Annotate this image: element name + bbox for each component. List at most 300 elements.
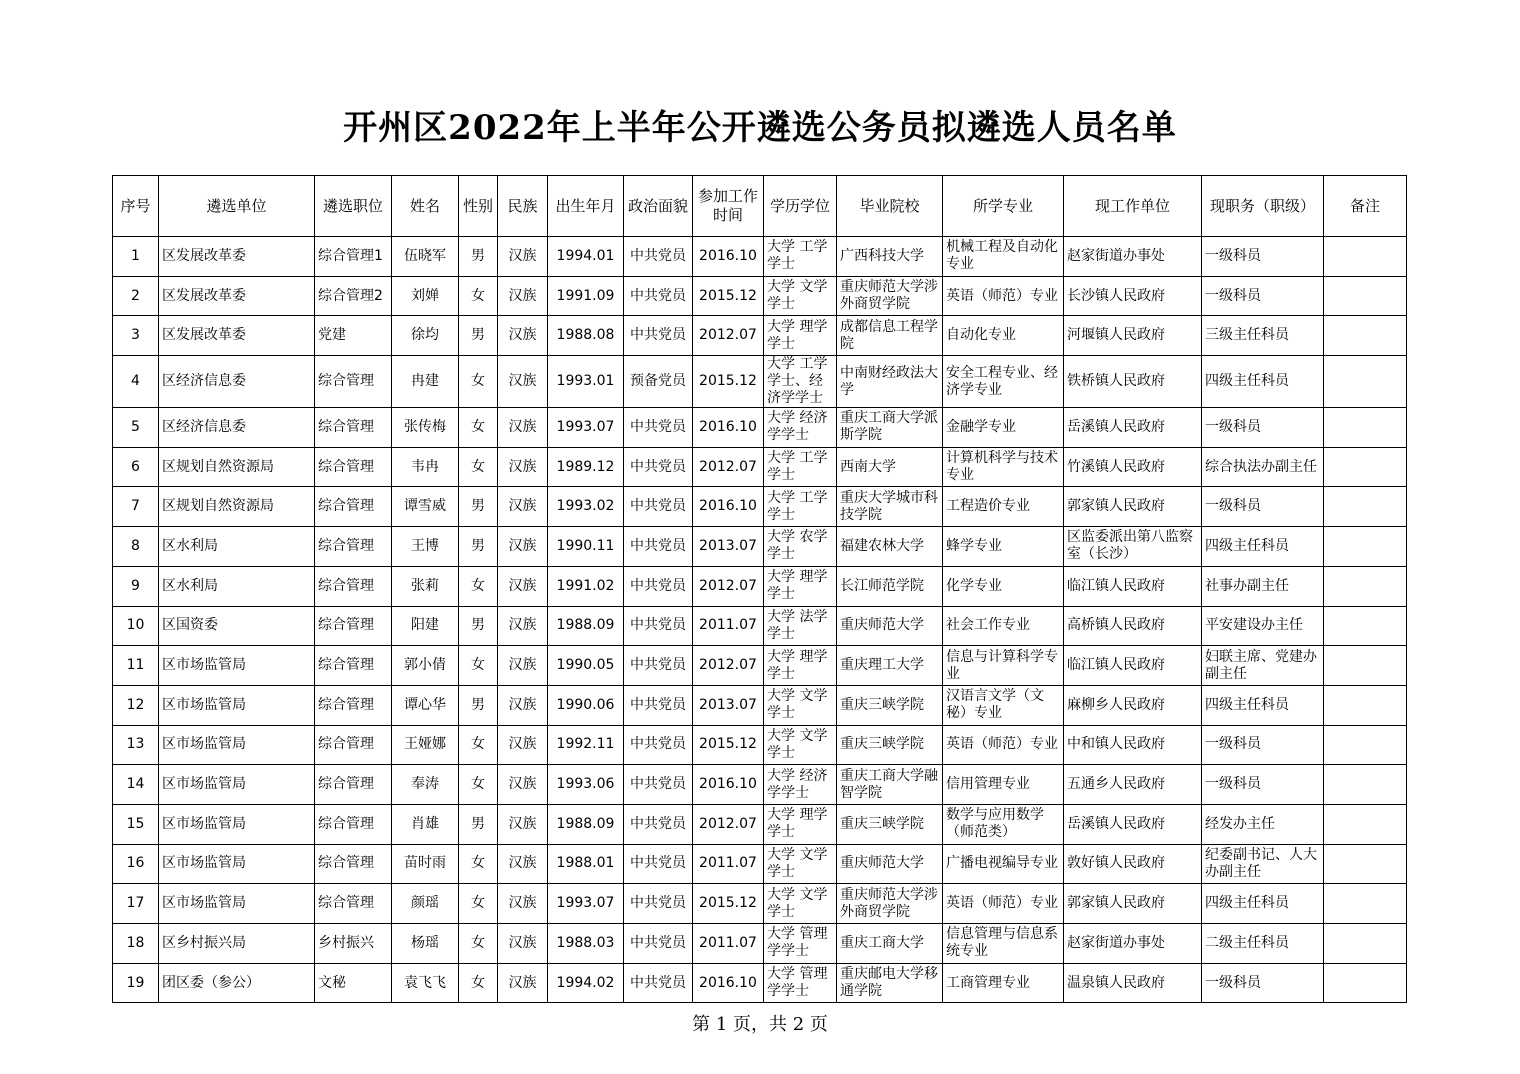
cell-degree: 大学 农学学士 <box>764 527 837 567</box>
cell-degree: 大学 文学学士 <box>764 884 837 924</box>
header-cell: 所学专业 <box>943 176 1064 237</box>
cell-ethnicity: 汉族 <box>498 963 548 1003</box>
cell-political: 中共党员 <box>624 765 693 805</box>
cell-major: 汉语言文学（文秘）专业 <box>943 685 1064 725</box>
cell-degree: 大学 工学学士 <box>764 447 837 487</box>
cell-unit: 区规划自然资源局 <box>159 447 315 487</box>
cell-birth: 1990.11 <box>548 527 624 567</box>
cell-current-unit: 中和镇人民政府 <box>1064 725 1202 765</box>
table-row <box>113 606 1407 646</box>
cell-degree: 大学 理学学士 <box>764 646 837 686</box>
cell-current-unit: 麻柳乡人民政府 <box>1064 685 1202 725</box>
cell-work-start: 2012.07 <box>693 804 764 844</box>
cell-gender: 男 <box>459 527 498 567</box>
cell-current-post: 四级主任科员 <box>1202 884 1324 924</box>
cell-school: 重庆师范大学涉外商贸学院 <box>837 884 943 924</box>
cell-remarks <box>1324 646 1407 686</box>
cell-current-post: 一级科员 <box>1202 765 1324 805</box>
cell-school: 长江师范学院 <box>837 566 943 606</box>
cell-remarks <box>1324 566 1407 606</box>
page-title: 开州区2022年上半年公开遴选公务员拟遴选人员名单 <box>343 108 1177 148</box>
cell-seq: 18 <box>113 924 159 964</box>
cell-birth: 1993.07 <box>548 408 624 448</box>
cell-current-post: 一级科员 <box>1202 963 1324 1003</box>
cell-position: 综合管理 <box>315 844 392 884</box>
cell-seq: 5 <box>113 408 159 448</box>
cell-ethnicity: 汉族 <box>498 566 548 606</box>
cell-gender: 男 <box>459 237 498 277</box>
cell-school: 重庆邮电大学移通学院 <box>837 963 943 1003</box>
cell-current-post: 四级主任科员 <box>1202 356 1324 408</box>
cell-seq: 6 <box>113 447 159 487</box>
cell-school: 福建农林大学 <box>837 527 943 567</box>
cell-birth: 1988.09 <box>548 606 624 646</box>
cell-seq: 15 <box>113 804 159 844</box>
cell-remarks <box>1324 606 1407 646</box>
table-row <box>113 765 1407 805</box>
cell-major: 机械工程及自动化专业 <box>943 237 1064 277</box>
cell-political: 中共党员 <box>624 447 693 487</box>
table-row <box>113 527 1407 567</box>
cell-unit: 区经济信息委 <box>159 408 315 448</box>
cell-unit: 区水利局 <box>159 566 315 606</box>
table-row <box>113 356 1407 408</box>
cell-name: 刘婵 <box>392 276 459 316</box>
cell-remarks <box>1324 685 1407 725</box>
cell-political: 中共党员 <box>624 606 693 646</box>
cell-position: 综合管理 <box>315 725 392 765</box>
cell-current-post: 一级科员 <box>1202 487 1324 527</box>
cell-unit: 区水利局 <box>159 527 315 567</box>
cell-gender: 女 <box>459 276 498 316</box>
cell-ethnicity: 汉族 <box>498 804 548 844</box>
cell-position: 综合管理 <box>315 884 392 924</box>
cell-birth: 1989.12 <box>548 447 624 487</box>
cell-ethnicity: 汉族 <box>498 237 548 277</box>
cell-political: 中共党员 <box>624 408 693 448</box>
cell-current-unit: 敦好镇人民政府 <box>1064 844 1202 884</box>
cell-ethnicity: 汉族 <box>498 725 548 765</box>
cell-unit: 区市场监管局 <box>159 884 315 924</box>
header-cell: 毕业院校 <box>837 176 943 237</box>
cell-school: 重庆大学城市科技学院 <box>837 487 943 527</box>
table-row <box>113 844 1407 884</box>
cell-remarks <box>1324 408 1407 448</box>
cell-major: 英语（师范）专业 <box>943 725 1064 765</box>
cell-remarks <box>1324 316 1407 356</box>
cell-current-unit: 河堰镇人民政府 <box>1064 316 1202 356</box>
cell-degree: 大学 管理学学士 <box>764 963 837 1003</box>
cell-seq: 4 <box>113 356 159 408</box>
cell-work-start: 2012.07 <box>693 447 764 487</box>
cell-unit: 区国资委 <box>159 606 315 646</box>
cell-seq: 19 <box>113 963 159 1003</box>
table-row <box>113 924 1407 964</box>
header-cell: 出生年月 <box>548 176 624 237</box>
cell-seq: 2 <box>113 276 159 316</box>
cell-seq: 3 <box>113 316 159 356</box>
cell-gender: 女 <box>459 725 498 765</box>
cell-major: 英语（师范）专业 <box>943 276 1064 316</box>
cell-birth: 1991.09 <box>548 276 624 316</box>
cell-seq: 9 <box>113 566 159 606</box>
cell-work-start: 2016.10 <box>693 963 764 1003</box>
cell-birth: 1993.02 <box>548 487 624 527</box>
header-cell: 现职务（职级） <box>1202 176 1324 237</box>
cell-ethnicity: 汉族 <box>498 844 548 884</box>
cell-current-post: 一级科员 <box>1202 408 1324 448</box>
cell-remarks <box>1324 237 1407 277</box>
header-cell: 遴选职位 <box>315 176 392 237</box>
cell-major: 信息管理与信息系统专业 <box>943 924 1064 964</box>
cell-current-unit: 临江镇人民政府 <box>1064 566 1202 606</box>
cell-birth: 1990.06 <box>548 685 624 725</box>
cell-school: 重庆工商大学 <box>837 924 943 964</box>
cell-birth: 1988.08 <box>548 316 624 356</box>
cell-position: 综合管理 <box>315 487 392 527</box>
cell-current-unit: 郭家镇人民政府 <box>1064 487 1202 527</box>
cell-current-post: 纪委副书记、人大办副主任 <box>1202 844 1324 884</box>
header-cell: 现工作单位 <box>1064 176 1202 237</box>
cell-work-start: 2015.12 <box>693 725 764 765</box>
cell-degree: 大学 理学学士 <box>764 804 837 844</box>
cell-major: 信用管理专业 <box>943 765 1064 805</box>
cell-unit: 区市场监管局 <box>159 765 315 805</box>
table-row <box>113 646 1407 686</box>
cell-ethnicity: 汉族 <box>498 646 548 686</box>
cell-degree: 大学 法学学士 <box>764 606 837 646</box>
cell-position: 综合管理 <box>315 408 392 448</box>
cell-ethnicity: 汉族 <box>498 924 548 964</box>
cell-work-start: 2016.10 <box>693 237 764 277</box>
cell-birth: 1991.02 <box>548 566 624 606</box>
cell-unit: 团区委（参公） <box>159 963 315 1003</box>
cell-major: 安全工程专业、经济学专业 <box>943 356 1064 408</box>
cell-birth: 1988.01 <box>548 844 624 884</box>
cell-seq: 17 <box>113 884 159 924</box>
cell-seq: 14 <box>113 765 159 805</box>
header-cell: 遴选单位 <box>159 176 315 237</box>
cell-birth: 1993.01 <box>548 356 624 408</box>
cell-birth: 1994.02 <box>548 963 624 1003</box>
cell-major: 金融学专业 <box>943 408 1064 448</box>
cell-ethnicity: 汉族 <box>498 408 548 448</box>
cell-unit: 区乡村振兴局 <box>159 924 315 964</box>
cell-name: 苗时雨 <box>392 844 459 884</box>
cell-school: 重庆师范大学涉外商贸学院 <box>837 276 943 316</box>
cell-work-start: 2016.10 <box>693 765 764 805</box>
cell-degree: 大学 理学学士 <box>764 566 837 606</box>
cell-position: 党建 <box>315 316 392 356</box>
cell-seq: 12 <box>113 685 159 725</box>
cell-major: 化学专业 <box>943 566 1064 606</box>
cell-current-unit: 郭家镇人民政府 <box>1064 884 1202 924</box>
cell-political: 中共党员 <box>624 844 693 884</box>
cell-current-unit: 竹溪镇人民政府 <box>1064 447 1202 487</box>
header-cell: 学历学位 <box>764 176 837 237</box>
cell-school: 重庆师范大学 <box>837 606 943 646</box>
cell-seq: 11 <box>113 646 159 686</box>
header-cell: 民族 <box>498 176 548 237</box>
cell-political: 中共党员 <box>624 963 693 1003</box>
cell-current-post: 二级主任科员 <box>1202 924 1324 964</box>
cell-birth: 1990.05 <box>548 646 624 686</box>
cell-position: 综合管理1 <box>315 237 392 277</box>
cell-remarks <box>1324 765 1407 805</box>
cell-unit: 区发展改革委 <box>159 276 315 316</box>
cell-school: 成都信息工程学院 <box>837 316 943 356</box>
cell-position: 乡村振兴 <box>315 924 392 964</box>
cell-remarks <box>1324 804 1407 844</box>
cell-political: 中共党员 <box>624 316 693 356</box>
cell-school: 重庆工商大学派斯学院 <box>837 408 943 448</box>
table-row <box>113 725 1407 765</box>
cell-seq: 8 <box>113 527 159 567</box>
cell-gender: 女 <box>459 844 498 884</box>
cell-major: 工程造价专业 <box>943 487 1064 527</box>
cell-current-post: 平安建设办主任 <box>1202 606 1324 646</box>
cell-political: 中共党员 <box>624 237 693 277</box>
cell-major: 信息与计算科学专业 <box>943 646 1064 686</box>
cell-political: 中共党员 <box>624 804 693 844</box>
cell-work-start: 2011.07 <box>693 606 764 646</box>
cell-political: 中共党员 <box>624 685 693 725</box>
header-cell: 性别 <box>459 176 498 237</box>
table-row <box>113 276 1407 316</box>
cell-school: 重庆三峡学院 <box>837 685 943 725</box>
cell-degree: 大学 经济学学士 <box>764 765 837 805</box>
cell-work-start: 2013.07 <box>693 527 764 567</box>
cell-ethnicity: 汉族 <box>498 606 548 646</box>
cell-work-start: 2012.07 <box>693 566 764 606</box>
cell-name: 奉涛 <box>392 765 459 805</box>
cell-remarks <box>1324 527 1407 567</box>
cell-current-unit: 五通乡人民政府 <box>1064 765 1202 805</box>
cell-political: 中共党员 <box>624 487 693 527</box>
cell-political: 中共党员 <box>624 527 693 567</box>
cell-seq: 10 <box>113 606 159 646</box>
cell-ethnicity: 汉族 <box>498 487 548 527</box>
cell-gender: 男 <box>459 316 498 356</box>
cell-ethnicity: 汉族 <box>498 276 548 316</box>
cell-current-unit: 岳溪镇人民政府 <box>1064 804 1202 844</box>
cell-political: 中共党员 <box>624 884 693 924</box>
cell-birth: 1988.03 <box>548 924 624 964</box>
cell-political: 中共党员 <box>624 646 693 686</box>
cell-political: 中共党员 <box>624 924 693 964</box>
cell-work-start: 2016.10 <box>693 408 764 448</box>
table-row <box>113 237 1407 277</box>
cell-political: 中共党员 <box>624 566 693 606</box>
cell-gender: 男 <box>459 606 498 646</box>
cell-political: 中共党员 <box>624 276 693 316</box>
cell-position: 综合管理 <box>315 527 392 567</box>
cell-birth: 1992.11 <box>548 725 624 765</box>
cell-remarks <box>1324 447 1407 487</box>
cell-major: 社会工作专业 <box>943 606 1064 646</box>
cell-name: 王娅娜 <box>392 725 459 765</box>
cell-position: 综合管理 <box>315 356 392 408</box>
page-footer: 第 1 页，共 2 页 <box>692 1014 828 1035</box>
cell-current-post: 一级科员 <box>1202 725 1324 765</box>
cell-unit: 区市场监管局 <box>159 804 315 844</box>
cell-major: 计算机科学与技术专业 <box>943 447 1064 487</box>
cell-remarks <box>1324 924 1407 964</box>
cell-gender: 女 <box>459 884 498 924</box>
cell-seq: 16 <box>113 844 159 884</box>
cell-degree: 大学 文学学士 <box>764 685 837 725</box>
cell-name: 张传梅 <box>392 408 459 448</box>
cell-remarks <box>1324 884 1407 924</box>
cell-ethnicity: 汉族 <box>498 685 548 725</box>
cell-name: 谭雪威 <box>392 487 459 527</box>
cell-work-start: 2015.12 <box>693 884 764 924</box>
cell-name: 颜瑶 <box>392 884 459 924</box>
cell-school: 重庆三峡学院 <box>837 804 943 844</box>
cell-degree: 大学 文学学士 <box>764 276 837 316</box>
cell-position: 综合管理 <box>315 804 392 844</box>
cell-remarks <box>1324 725 1407 765</box>
cell-gender: 女 <box>459 963 498 1003</box>
cell-name: 袁飞飞 <box>392 963 459 1003</box>
cell-degree: 大学 工学学士、经济学学士 <box>764 356 837 408</box>
cell-current-unit: 岳溪镇人民政府 <box>1064 408 1202 448</box>
cell-school: 中南财经政法大学 <box>837 356 943 408</box>
cell-work-start: 2016.10 <box>693 487 764 527</box>
cell-school: 重庆三峡学院 <box>837 725 943 765</box>
cell-major: 蜂学专业 <box>943 527 1064 567</box>
cell-unit: 区市场监管局 <box>159 685 315 725</box>
cell-ethnicity: 汉族 <box>498 356 548 408</box>
header-cell: 政治面貌 <box>624 176 693 237</box>
cell-degree: 大学 经济学学士 <box>764 408 837 448</box>
cell-seq: 7 <box>113 487 159 527</box>
cell-current-unit: 临江镇人民政府 <box>1064 646 1202 686</box>
cell-political: 中共党员 <box>624 725 693 765</box>
cell-position: 综合管理 <box>315 566 392 606</box>
roster-table <box>112 175 1407 1003</box>
cell-work-start: 2015.12 <box>693 356 764 408</box>
table-row <box>113 316 1407 356</box>
cell-gender: 男 <box>459 685 498 725</box>
cell-remarks <box>1324 487 1407 527</box>
cell-unit: 区市场监管局 <box>159 646 315 686</box>
cell-name: 杨瑶 <box>392 924 459 964</box>
cell-degree: 大学 工学学士 <box>764 487 837 527</box>
cell-gender: 女 <box>459 447 498 487</box>
cell-current-post: 四级主任科员 <box>1202 527 1324 567</box>
table-row <box>113 447 1407 487</box>
cell-unit: 区发展改革委 <box>159 316 315 356</box>
cell-current-unit: 赵家街道办事处 <box>1064 924 1202 964</box>
cell-current-post: 四级主任科员 <box>1202 685 1324 725</box>
cell-name: 伍晓军 <box>392 237 459 277</box>
header-row <box>113 176 1407 237</box>
cell-current-unit: 高桥镇人民政府 <box>1064 606 1202 646</box>
cell-name: 王博 <box>392 527 459 567</box>
cell-work-start: 2013.07 <box>693 685 764 725</box>
cell-ethnicity: 汉族 <box>498 447 548 487</box>
cell-work-start: 2011.07 <box>693 844 764 884</box>
cell-degree: 大学 管理学学士 <box>764 924 837 964</box>
cell-position: 综合管理 <box>315 765 392 805</box>
cell-name: 徐均 <box>392 316 459 356</box>
cell-current-post: 经发办主任 <box>1202 804 1324 844</box>
cell-current-post: 妇联主席、党建办副主任 <box>1202 646 1324 686</box>
cell-ethnicity: 汉族 <box>498 765 548 805</box>
cell-work-start: 2012.07 <box>693 646 764 686</box>
cell-current-unit: 温泉镇人民政府 <box>1064 963 1202 1003</box>
cell-remarks <box>1324 963 1407 1003</box>
cell-position: 综合管理 <box>315 447 392 487</box>
cell-name: 张莉 <box>392 566 459 606</box>
cell-political: 预备党员 <box>624 356 693 408</box>
roster-body <box>113 237 1407 1003</box>
cell-major: 英语（师范）专业 <box>943 884 1064 924</box>
cell-major: 自动化专业 <box>943 316 1064 356</box>
cell-position: 综合管理 <box>315 646 392 686</box>
cell-unit: 区经济信息委 <box>159 356 315 408</box>
cell-remarks <box>1324 356 1407 408</box>
cell-school: 重庆理工大学 <box>837 646 943 686</box>
cell-current-post: 一级科员 <box>1202 237 1324 277</box>
table-row <box>113 566 1407 606</box>
cell-school: 重庆工商大学融智学院 <box>837 765 943 805</box>
cell-name: 韦冉 <box>392 447 459 487</box>
cell-name: 郭小倩 <box>392 646 459 686</box>
cell-remarks <box>1324 844 1407 884</box>
cell-seq: 13 <box>113 725 159 765</box>
cell-major: 工商管理专业 <box>943 963 1064 1003</box>
cell-unit: 区发展改革委 <box>159 237 315 277</box>
cell-ethnicity: 汉族 <box>498 884 548 924</box>
cell-current-post: 一级科员 <box>1202 276 1324 316</box>
cell-gender: 女 <box>459 356 498 408</box>
cell-major: 广播电视编导专业 <box>943 844 1064 884</box>
cell-birth: 1988.09 <box>548 804 624 844</box>
cell-current-unit: 铁桥镇人民政府 <box>1064 356 1202 408</box>
cell-degree: 大学 理学学士 <box>764 316 837 356</box>
cell-degree: 大学 工学学士 <box>764 237 837 277</box>
cell-ethnicity: 汉族 <box>498 527 548 567</box>
cell-remarks <box>1324 276 1407 316</box>
cell-birth: 1993.07 <box>548 884 624 924</box>
cell-position: 综合管理 <box>315 685 392 725</box>
cell-school: 重庆师范大学 <box>837 844 943 884</box>
cell-name: 谭心华 <box>392 685 459 725</box>
cell-birth: 1993.06 <box>548 765 624 805</box>
cell-gender: 女 <box>459 924 498 964</box>
cell-unit: 区市场监管局 <box>159 725 315 765</box>
cell-work-start: 2011.07 <box>693 924 764 964</box>
cell-current-post: 综合执法办副主任 <box>1202 447 1324 487</box>
table-row <box>113 408 1407 448</box>
table-row <box>113 685 1407 725</box>
table-row <box>113 487 1407 527</box>
header-cell: 备注 <box>1324 176 1407 237</box>
header-cell: 序号 <box>113 176 159 237</box>
cell-name: 冉建 <box>392 356 459 408</box>
cell-position: 文秘 <box>315 963 392 1003</box>
cell-degree: 大学 文学学士 <box>764 844 837 884</box>
cell-current-unit: 区监委派出第八监察室（长沙） <box>1064 527 1202 567</box>
cell-work-start: 2015.12 <box>693 276 764 316</box>
cell-position: 综合管理 <box>315 606 392 646</box>
cell-school: 西南大学 <box>837 447 943 487</box>
cell-current-unit: 长沙镇人民政府 <box>1064 276 1202 316</box>
cell-unit: 区规划自然资源局 <box>159 487 315 527</box>
cell-name: 阳建 <box>392 606 459 646</box>
